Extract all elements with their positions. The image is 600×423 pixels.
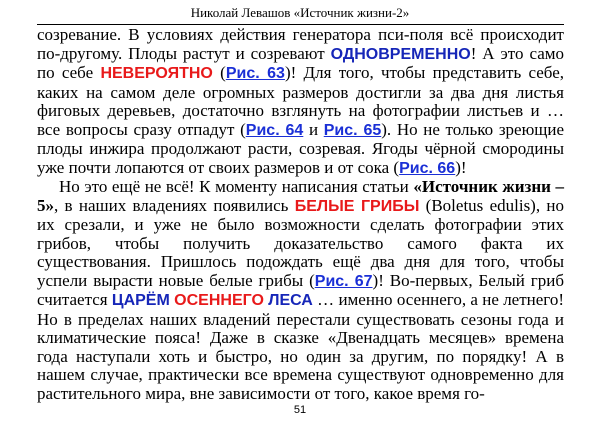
text-run: Но это ещё не всё! К моменту написания статьи [59, 177, 414, 196]
emphasis-forest: ЛЕСА [268, 292, 313, 309]
emphasis-incredible: НЕВЕРОЯТНО [100, 65, 213, 82]
running-header: Николай Левашов «Источник жизни-2» [190, 5, 410, 20]
paragraph-1 [37, 26, 564, 178]
article-title: «Источник жизни – 5» [37, 177, 564, 215]
text-run: и [303, 119, 324, 139]
text-run: )! [455, 157, 467, 177]
text-run: ( [212, 63, 226, 82]
paragraph-2 [37, 178, 564, 403]
text-run: ! А это само по себе [37, 43, 564, 82]
text-run: )! Для того, чтобы представить себе, каких на самом деле огромных размеров достигли за два дня листья фиговых деревьев, достаточно взглянуть на фотографии листьев и … все вопросы сразу отпадут ( [37, 63, 564, 139]
figure-link-64[interactable]: Рис. 64 [245, 121, 304, 139]
text-run: … именно осеннего, а не летнего! Но в пределах наших владений перестали существовать сезоны года и климатические пояса! Даже в сказке «Двенадцать месяцев» времена года наступали хоть и быстро, но один за другим, по порядку! А в нашем случае, практически все времена существуют одновременно для растительного мира, вне зависимости от того, какое время го- [37, 290, 565, 403]
figure-link-65[interactable]: Рис. 65 [323, 121, 382, 139]
text-run: ). Но не только зреющие плоды инжира продолжают расти, созревая. Ягоды чёрной смородины уже почти лопаются от своих размеров и от сока ( [37, 119, 565, 177]
body-text [37, 26, 564, 403]
emphasis-autumn: ОСЕННЕГО [174, 292, 264, 309]
emphasis-king: ЦАРЁМ [111, 292, 170, 309]
emphasis-simultaneously: ОДНОВРЕМЕННО [330, 45, 471, 63]
page-number: 51 [293, 404, 307, 416]
figure-link-63[interactable]: Рис. 63 [225, 65, 285, 82]
text-run: )! Во-первых, Белый гриб считается [37, 270, 564, 309]
figure-link-66[interactable]: Рис. 66 [399, 159, 456, 177]
figure-link-67[interactable]: Рис. 67 [314, 272, 373, 290]
text-run: созревание. В условиях действия генератора пси-поля всё происходит по-другому. Плоды растут и созревают [37, 25, 564, 63]
text-run: (Boletus edulis), но их срезали, и уже не было возможности сделать фотографии этих грибов, чтобы получить доказательство самого факта их существования. Пришлось подождать ещё два дня для того, чтобы успели вырасти новые белые грибы ( [37, 195, 564, 290]
text-run: , в наших владениях появились [54, 195, 295, 215]
emphasis-white-mushrooms: БЕЛЫЕ ГРИБЫ [294, 197, 420, 215]
